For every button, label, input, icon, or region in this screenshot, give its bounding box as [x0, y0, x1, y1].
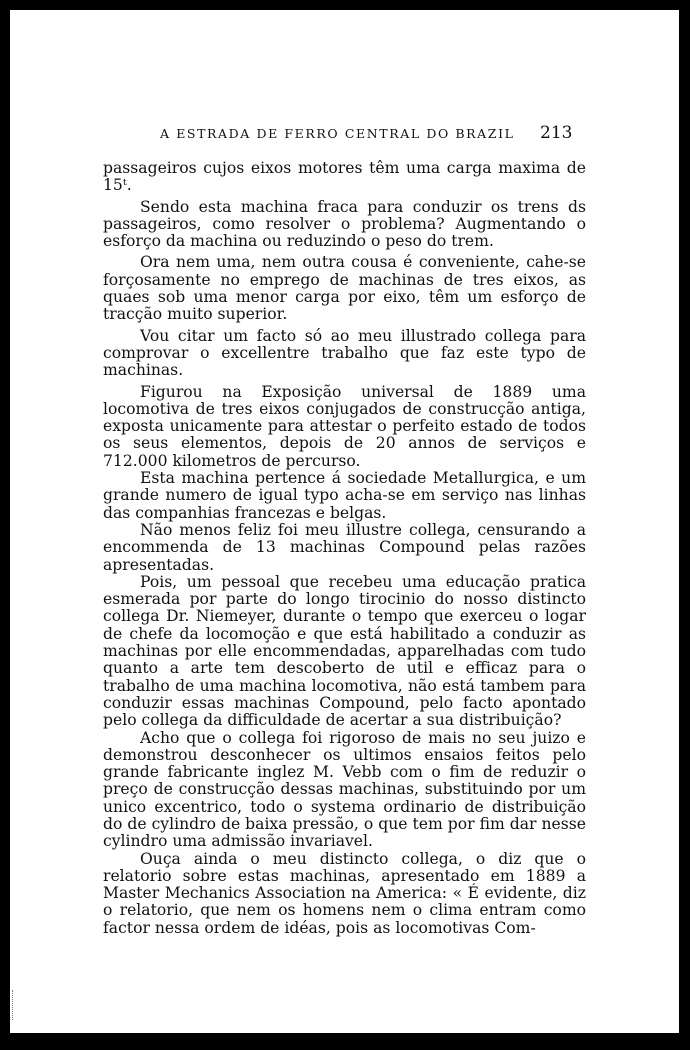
paragraph: Figurou na Exposição universal de 1889 uma locomotiva de tres eixos conjugados de construcção antiga, exposta unicamente para attestar o perfeito estado de todos os seus elementos, depois de 20 annos de serviços e 712.000 kilometros de percurso. [103, 382, 586, 470]
paragraph: Acho que o collega foi rigoroso de mais no seu juizo e demonstrou desconhecer os ultimos ensaios feitos pelo grande fabricante inglez M. Vebb com o fim de reduzir o preço de construcção dessas machinas, substituindo por um unico excentrico, todo o systema ordinario de distribuição do de cylindro de baixa pressão, o que tem por fim dar nesse cylindro uma admissão invariavel. [103, 728, 586, 851]
paragraph: Pois, um pessoal que recebeu uma educação pratica esmerada por parte do longo tirocinio do nosso distincto collega Dr. Niemeyer, durante o tempo que exerceu o logar de chefe da locomoção e que está habilitado a conduzir as machinas por elle encommendadas, apparelhadas com tudo quanto a arte tem descoberto de util e efficaz para o trabalho de uma machina locomotiva, não está tambem para conduzir essas machinas Compound, pelo facto apontado pelo collega da difficuldade de acertar a sua distribuição? [103, 572, 586, 730]
paragraph: Sendo esta machina fraca para conduzir os trens ds passageiros, como resolver o problema? Augmentando o esforço da machina ou reduzindo o peso do trem. [103, 197, 586, 251]
margin-scan-artifact [12, 990, 17, 1020]
book-page [10, 10, 679, 1033]
running-title: A ESTRADA DE FERRO CENTRAL DO BRAZIL [160, 126, 515, 141]
body-text [103, 160, 586, 937]
paragraph: Esta machina pertence á sociedade Metallurgica, e um grande numero de igual typo acha-se em serviço nas linhas das companhias francezas e belgas. [103, 469, 586, 522]
paragraph: Ouça ainda o meu distincto collega, o diz que o relatorio sobre estas machinas, apresentado em 1889 a Master Mechanics Association na America: « É evidente, diz o relatorio, que nem os homens nem o clima entram como factor nessa ordem de idéas, pois as locomotivas Com- [103, 849, 586, 937]
paragraph: passageiros cujos eixos motores têm uma carga maxima de 15ᵗ. [103, 159, 586, 195]
paragraph: Não menos feliz foi meu illustre collega, censurando a encommenda de 13 machinas Compound pelas razões apresentadas. [103, 520, 586, 574]
page-header [10, 123, 679, 146]
page-number: 213 [540, 123, 573, 143]
paragraph: Vou citar um facto só ao meu illustrado collega para comprovar o excellentre trabalho que faz este typo de machinas. [103, 326, 586, 380]
paragraph: Ora nem uma, nem outra cousa é conveniente, cahe-se forçosamente no emprego de machinas de tres eixos, as quaes sob uma menor carga por eixo, têm um esforço de tracção muito superior. [103, 253, 586, 324]
